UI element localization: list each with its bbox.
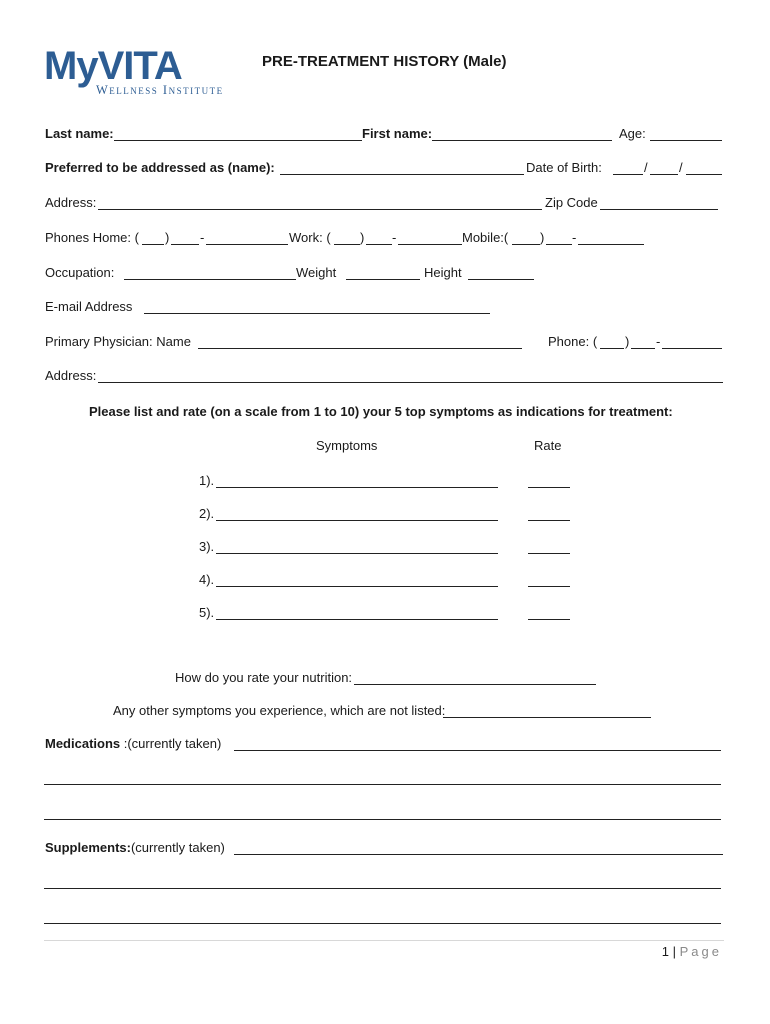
rate-field[interactable] [528, 553, 570, 554]
work-label: Work: ( [289, 230, 331, 245]
page-footer [662, 944, 722, 959]
phone-label: Phone: ( [548, 334, 598, 349]
medications-line-1[interactable] [234, 750, 721, 751]
medications-line-2[interactable] [44, 784, 721, 785]
nutrition-label: How do you rate your nutrition: [175, 670, 353, 685]
mobile-prefix-field[interactable] [546, 244, 572, 245]
home-prefix-field[interactable] [171, 244, 199, 245]
weight-label: Weight [296, 265, 337, 280]
supplements-line-1[interactable] [234, 854, 723, 855]
mobile-number-field[interactable] [578, 244, 644, 245]
height-field[interactable] [468, 279, 534, 280]
email-label: E-mail Address [45, 299, 133, 314]
home-dash: - [200, 230, 205, 245]
page-word: Page [679, 944, 722, 959]
medications-heading [45, 736, 221, 751]
symptom-field[interactable] [216, 586, 498, 587]
dob-slash-2: / [679, 160, 683, 175]
home-number-field[interactable] [206, 244, 288, 245]
page-separator: | [672, 944, 676, 959]
rate-column-header: Rate [534, 438, 562, 453]
first-name-label: First name: [362, 126, 433, 141]
physician-field[interactable] [198, 348, 522, 349]
dob-slash-1: / [644, 160, 648, 175]
page-title: PRE-TREATMENT HISTORY (Male) [262, 53, 507, 70]
nutrition-field[interactable] [354, 684, 596, 685]
rate-field[interactable] [528, 586, 570, 587]
zip-label: Zip Code [545, 195, 598, 210]
logo-main-text: MyVITA [44, 44, 182, 88]
phones-home-label: Phones Home: ( [45, 230, 139, 245]
footer-divider [44, 940, 724, 941]
medications-label: Medications [45, 736, 121, 751]
logo-sub-text: Wellness Institute [96, 83, 224, 97]
symptom-field[interactable] [216, 619, 498, 620]
supplements-line-2[interactable] [44, 888, 721, 889]
symptom-row-number: 1). [199, 473, 215, 488]
occupation-label: Occupation: [45, 265, 115, 280]
physician-number-field[interactable] [662, 348, 722, 349]
preferred-name-label: Preferred to be addressed as (name): [45, 160, 275, 175]
age-field[interactable] [650, 140, 722, 141]
other-symptoms-label: Any other symptoms you experience, which are not listed: [113, 703, 446, 718]
work-dash: - [392, 230, 397, 245]
symptom-row-number: 3). [199, 539, 215, 554]
logo [44, 44, 244, 102]
home-area-field[interactable] [142, 244, 164, 245]
email-field[interactable] [144, 313, 490, 314]
rate-field[interactable] [528, 487, 570, 488]
dob-year-field[interactable] [686, 174, 722, 175]
last-name-label: Last name: [45, 126, 114, 141]
zip-field[interactable] [600, 209, 718, 210]
rate-field[interactable] [528, 520, 570, 521]
rate-field[interactable] [528, 619, 570, 620]
work-paren: ) [360, 230, 365, 245]
supplements-line-3[interactable] [44, 923, 721, 924]
preferred-name-field[interactable] [280, 174, 524, 175]
physician-address-label: Address: [45, 368, 97, 383]
symptom-field[interactable] [216, 487, 498, 488]
physician-area-field[interactable] [600, 348, 624, 349]
work-area-field[interactable] [334, 244, 360, 245]
other-symptoms-field[interactable] [443, 717, 651, 718]
age-label: Age: [619, 126, 646, 141]
symptom-field[interactable] [216, 520, 498, 521]
height-label: Height [424, 265, 462, 280]
physician-address-field[interactable] [98, 382, 723, 383]
dob-month-field[interactable] [613, 174, 643, 175]
supplements-heading [45, 840, 225, 855]
dob-label: Date of Birth: [526, 160, 602, 175]
symptom-row-number: 5). [199, 605, 215, 620]
symptoms-column-header: Symptoms [316, 438, 378, 453]
symptoms-instruction: Please list and rate (on a scale from 1 to 10) your 5 top symptoms as indications for treatment: [89, 404, 673, 419]
medications-note: :(currently taken) [120, 736, 222, 751]
mobile-dash: - [572, 230, 577, 245]
supplements-note: (currently taken) [130, 840, 225, 855]
symptom-row-number: 4). [199, 572, 215, 587]
address-label: Address: [45, 195, 97, 210]
mobile-paren: ) [540, 230, 545, 245]
mobile-label: Mobile:( [462, 230, 509, 245]
mobile-area-field[interactable] [512, 244, 540, 245]
symptom-field[interactable] [216, 553, 498, 554]
weight-field[interactable] [346, 279, 420, 280]
physician-prefix-field[interactable] [631, 348, 655, 349]
page-number: 1 [661, 944, 669, 959]
symptom-row-number: 2). [199, 506, 215, 521]
last-name-field[interactable] [114, 140, 362, 141]
physician-label: Primary Physician: Name [45, 334, 191, 349]
supplements-label: Supplements: [45, 840, 131, 855]
first-name-field[interactable] [432, 140, 612, 141]
medications-line-3[interactable] [44, 819, 721, 820]
address-field[interactable] [98, 209, 542, 210]
dob-day-field[interactable] [650, 174, 678, 175]
physician-dash: - [656, 334, 661, 349]
work-number-field[interactable] [398, 244, 462, 245]
physician-paren: ) [625, 334, 630, 349]
occupation-field[interactable] [124, 279, 296, 280]
work-prefix-field[interactable] [366, 244, 392, 245]
home-paren: ) [165, 230, 170, 245]
